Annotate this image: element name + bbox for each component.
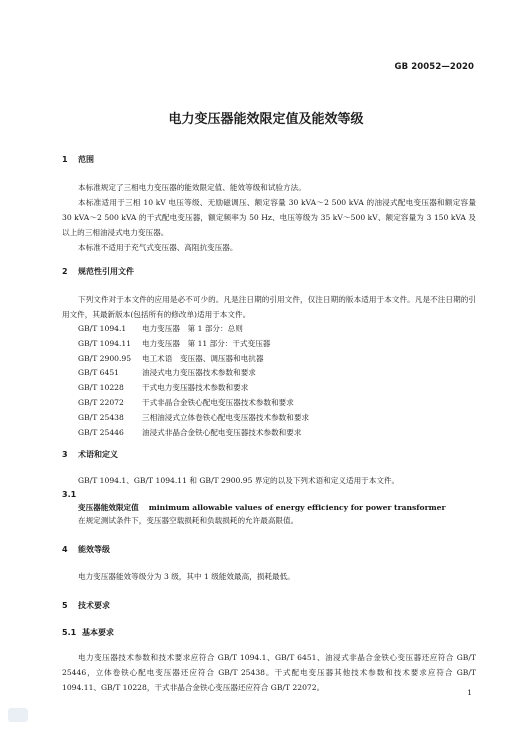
- document-title: 电力变压器能效限定值及能效等级: [168, 112, 364, 127]
- reference-item: [78, 352, 309, 367]
- reference-title: 干式非晶合金铁心配电变压器技术参数和要求: [142, 397, 294, 407]
- reference-title: 干式电力变压器技术参数和要求: [142, 383, 249, 393]
- reference-code: GB/T 25446: [78, 427, 124, 437]
- section-title: 范围: [78, 155, 94, 164]
- term-definition: 在规定测试条件下，变压器空载损耗和负载损耗的允许最高限值。: [78, 516, 299, 525]
- reference-item: [78, 411, 309, 426]
- subsection-title: 基本要求: [82, 628, 114, 637]
- reference-title: 电力变压器 第 1 部分：总则: [142, 324, 243, 333]
- section-number: 1: [62, 155, 68, 164]
- page-number: 1: [467, 688, 472, 697]
- reference-item: [78, 337, 309, 352]
- section-number: 4: [62, 545, 68, 554]
- reference-item: [78, 396, 309, 411]
- scope-para-3: 本标准不适用于充气式变压器、高阻抗变压器。: [78, 243, 238, 252]
- section-number: 3: [62, 450, 68, 459]
- section-title: 术语和定义: [78, 450, 118, 459]
- reference-title: 油浸式电力变压器技术参数和要求: [142, 368, 256, 378]
- reference-code: GB/T 10228: [78, 383, 124, 393]
- reference-title: 电力变压器 第 11 部分：干式变压器: [142, 338, 271, 348]
- terms-intro: GB/T 1094.1、GB/T 1094.11 和 GB/T 2900.95 界定的以及下列术语和定义适用于本文件。: [78, 476, 400, 485]
- section-title: 技术要求: [78, 601, 110, 610]
- section-number: 2: [62, 267, 68, 276]
- section-title: 能效等级: [78, 545, 110, 554]
- scope-para-1: 本标准规定了三相电力变压器的能效限定值、能效等级和试验方法。: [78, 183, 306, 192]
- reference-code: GB/T 1094.1: [78, 324, 127, 333]
- reference-item: [78, 426, 309, 441]
- reference-title: 油浸式非晶合金铁心配电变压器技术参数和要求: [142, 427, 302, 437]
- reference-code: GB/T 25438: [78, 412, 124, 422]
- section-4-heading: [62, 544, 110, 555]
- section-1-heading: [62, 154, 94, 165]
- term-entry: [78, 502, 446, 513]
- subsection-5-1-heading: [62, 627, 114, 638]
- term-chinese: 变压器能效限定值: [78, 503, 139, 512]
- reference-title: 电工术语 变压器、调压器和电抗器: [142, 353, 264, 363]
- references-intro: 下列文件对于本文件的应用是必不可少的。凡是注日期的引用文件，仅注日期的版本适用于本文件。凡是不注日期的引用文件，其最新版本(包括所有的修改单)适用于本文件。: [62, 295, 476, 319]
- basic-requirements-para: 电力变压器技术参数和技术要求应符合 GB/T 1094.1、GB/T 6451、油浸式非晶合金铁心变压器还应符合 GB/T 25446，立体卷铁心配电变压器还应符合 GB/T 25438。干式配电变压器其他技术参数和技术要求应符合 GB/T 1094.11、GB/T 10228，干式非晶合金铁心变压器还应符合 GB/T 22072。: [62, 653, 476, 692]
- term-english: minimum allowable values of energy efficiency for power transformer: [148, 503, 446, 512]
- section-title: 规范性引用文件: [78, 267, 134, 276]
- reference-item: [78, 381, 309, 396]
- reference-item: [78, 366, 309, 381]
- reference-list: [78, 322, 309, 440]
- subsection-number: 5.1: [62, 628, 77, 637]
- section-3-heading: [62, 449, 118, 460]
- scope-para-2: 本标准适用于三相 10 kV 电压等级、无励磁调压、额定容量 30 kVA～2 500 kVA 的油浸式配电变压器和额定容量 30 kVA～2 500 kVA 的干式配电变压器，额定频率为 50 Hz、电压等级为 35 kV～500 kV、额定容量为 3 150 kVA 及以上的三相油浸式电力变压器。: [62, 198, 476, 237]
- section-number: 5: [62, 601, 68, 610]
- reference-code: GB/T 2900.95: [78, 353, 132, 363]
- subsection-3-1-number: 3.1: [62, 490, 77, 499]
- reference-code: GB/T 6451: [78, 368, 120, 378]
- section-5-heading: [62, 600, 110, 611]
- efficiency-grade-para: 电力变压器能效等级分为 3 级，其中 1 级能效最高，损耗最低。: [78, 572, 295, 581]
- reference-code: GB/T 22072: [78, 397, 124, 407]
- corner-mark-icon: [8, 708, 28, 722]
- reference-item: [78, 322, 309, 337]
- reference-code: GB/T 1094.11: [78, 338, 132, 348]
- standard-number: GB 20052—2020: [394, 62, 474, 72]
- reference-title: 三相油浸式立体卷铁心配电变压器技术参数和要求: [142, 412, 310, 422]
- section-2-heading: [62, 266, 134, 277]
